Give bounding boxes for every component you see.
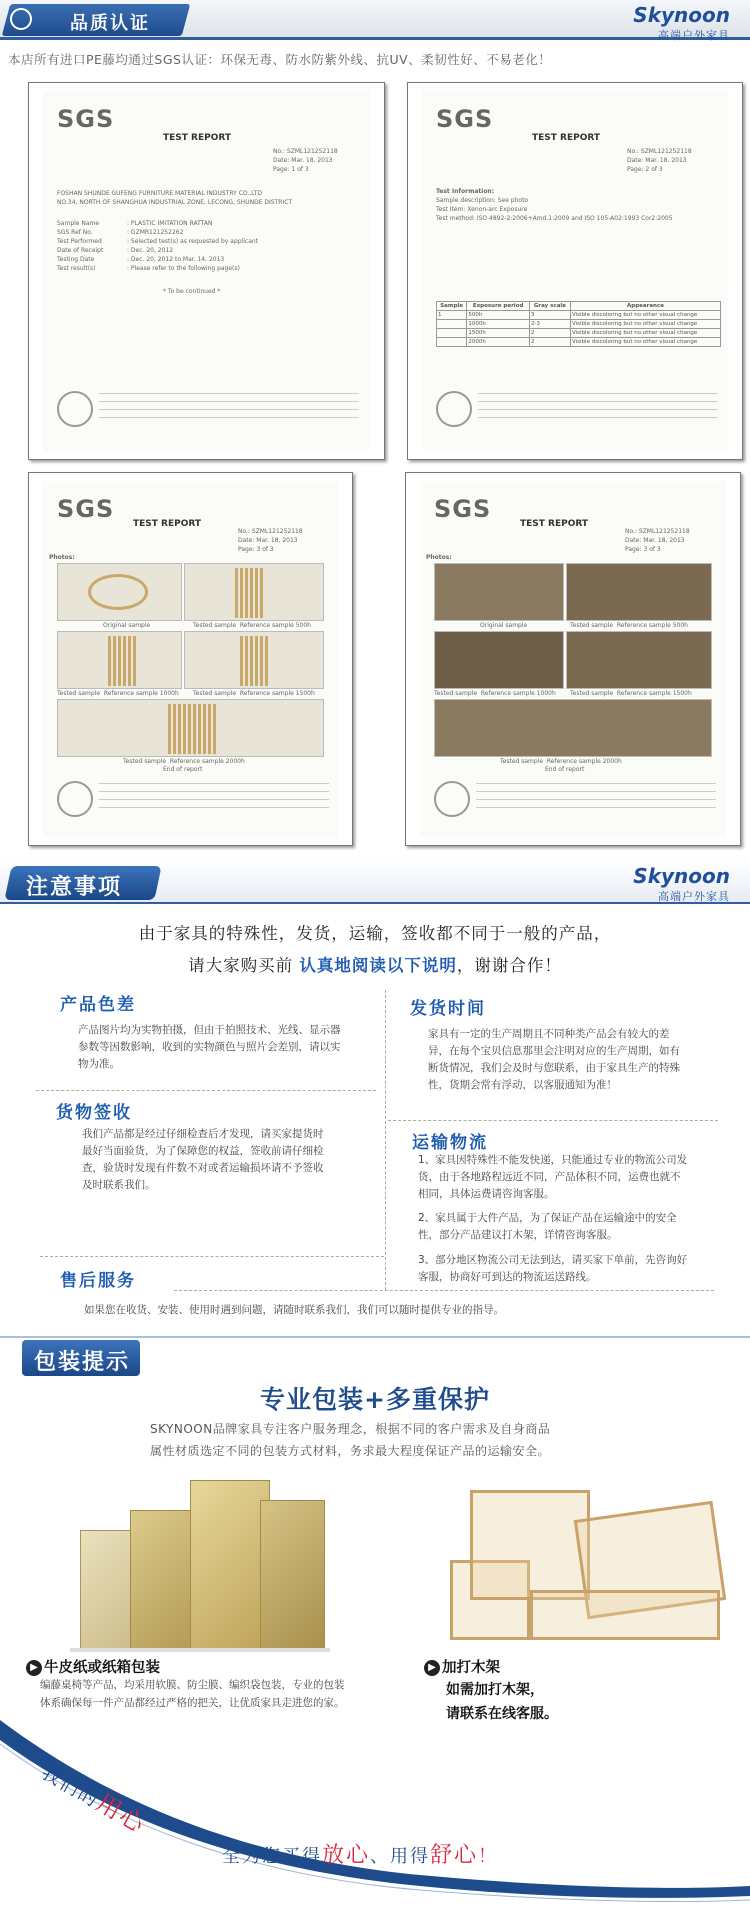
divider-vertical <box>385 990 386 1290</box>
report-continued: * To be continued * <box>163 288 221 295</box>
field-label: Test result(s) <box>57 265 96 272</box>
table-row <box>437 311 721 320</box>
sample-photo <box>566 563 712 621</box>
report-sheet <box>43 91 370 451</box>
color-diff-title: 产品色差 <box>60 995 136 1015</box>
table-row <box>437 320 721 329</box>
results-table <box>436 301 721 347</box>
field-label: Date of Receipt <box>57 247 104 254</box>
brand-logo-cn: 高端户外家具 <box>658 890 730 903</box>
divider-horizontal <box>36 1090 376 1091</box>
left-packing-desc: 编藤桌椅等产品，均采用软膜、防尘膜、编织袋包装，专业的包装 体系确保每一件产品都经过严格的把关，让优质家具走进您的家。 <box>40 1679 345 1709</box>
end-of-report: End of report <box>545 766 585 773</box>
report-sheet <box>43 481 338 837</box>
photo-caption: Tested sample Reference sample 500h <box>570 622 688 629</box>
color-diff-body: 产品图片均为实物拍摄，但由于拍照技术、光线、显示器参数等因数影响，收到的实物颜色与照片会差别，请以实物为准。 <box>78 1024 341 1070</box>
packing-body: SKYNOON品牌家具专注客户服务理念，根据不同的客户需求及自身商品 属性材质选定不同的包装方式材料，务求最大程度保证产品的运输安全。 <box>150 1422 551 1458</box>
table-cell: 2 <box>529 329 570 338</box>
photo-caption: Tested sample Reference sample 2000h <box>500 758 622 765</box>
report-fields <box>57 219 357 273</box>
report-page-4[interactable] <box>405 472 741 846</box>
cardboard-boxes-image <box>70 1470 330 1655</box>
table-row <box>437 329 721 338</box>
report-field-row <box>57 246 357 255</box>
left-packing-label: ▶ 牛皮纸或纸箱包装 <box>26 1656 160 1677</box>
report-field-row <box>57 264 357 273</box>
photo-caption: Tested sample Reference sample 1000h <box>434 690 556 697</box>
section-title: 品质认证 <box>70 13 150 34</box>
table-cell: 500h <box>467 311 530 320</box>
table-cell: 2-3 <box>529 320 570 329</box>
photo-caption: Original sample <box>103 622 151 629</box>
sample-photo <box>434 631 564 689</box>
badge-icon <box>10 8 32 30</box>
brand-logo <box>633 864 730 904</box>
sgs-logo: SGS <box>57 105 115 133</box>
report-meta: No.: SZML121252118 Date: Mar. 18, 2013 Page: 2 of 3 <box>627 148 692 173</box>
packing-title: 专业包装+多重保护 <box>260 1385 490 1414</box>
sample-photo <box>57 699 324 757</box>
table-header-cell: Appearance <box>571 302 721 311</box>
wooden-crate-image <box>440 1470 730 1655</box>
report-meta: No.: SZML121252118 Date: Mar. 18, 2013 Page: 1 of 3 <box>273 148 338 173</box>
report-title: TEST REPORT <box>133 519 202 529</box>
field-label: Sample Name <box>57 220 100 227</box>
report-page-3[interactable] <box>28 472 353 846</box>
sample-photo <box>434 563 564 621</box>
table-cell: 1000h <box>467 320 530 329</box>
right-packing-label: ▶ 加打木架 <box>424 1656 500 1677</box>
receipt-title: 货物签收 <box>56 1103 132 1123</box>
table-cell: Visible discoloring but no other visual change <box>571 311 721 320</box>
report-field-row <box>57 255 357 264</box>
sample-photo <box>566 631 712 689</box>
table-cell: Visible discoloring but no other visual change <box>571 338 721 347</box>
arrow-icon: ▶ <box>26 1660 42 1676</box>
slogan-part-1: 我们的用心 <box>37 1761 151 1839</box>
logistics-item-2: 2、家具属于大件产品，为了保证产品在运输途中的安全性，部分产品建议打木架，详情咨询客服。 <box>418 1212 677 1241</box>
table-cell: 2 <box>529 338 570 347</box>
sgs-stamp-icon <box>57 781 93 817</box>
table-cell: Visible discoloring but no other visual change <box>571 329 721 338</box>
table-row <box>437 338 721 347</box>
table-cell <box>437 320 467 329</box>
photos-label: Photos: <box>426 554 452 561</box>
photo-caption: Tested sample Reference sample 1500h <box>193 690 315 697</box>
field-label: SGS Ref No. <box>57 229 93 236</box>
sgs-logo: SGS <box>57 495 115 523</box>
photos-label: Photos: <box>49 554 75 561</box>
photo-caption: Tested sample Reference sample 2000h <box>123 758 245 765</box>
sample-photo <box>57 563 182 621</box>
divider-horizontal <box>388 1120 718 1121</box>
report-sheet <box>422 91 728 451</box>
arrow-icon: ▶ <box>424 1660 440 1676</box>
report-page-1[interactable] <box>28 82 385 460</box>
field-value: : Dec. 20, 2012 to Mar. 14, 2013 <box>127 256 225 263</box>
report-meta: No.: SZML121252118 Date: Mar. 18, 2013 Page: 3 of 3 <box>625 528 690 553</box>
receipt-body: 我们产品都是经过仔细检查后才发现，请买家提货时最好当面验货，为了保障您的权益，签收前请仔细检查，验货时发现有件数不对或者运输损坏请不予签收及时联系我们。 <box>82 1128 324 1191</box>
footer-lines <box>476 783 716 815</box>
notice-lead-2: 请大家购买前 认真地阅读以下说明，谢谢合作！ <box>188 956 562 975</box>
divider-horizontal <box>174 1290 714 1291</box>
photo-caption: Original sample <box>480 622 528 629</box>
table-header-cell: Exposure period <box>467 302 530 311</box>
intro-text: 本店所有进口PE藤均通过SGS认证：环保无毒、防水防紫外线、抗UV、柔韧性好、不易老化！ <box>8 52 552 67</box>
table-cell <box>437 329 467 338</box>
right-packing-desc: 如需加打木架， 请联系在线客服。 <box>446 1682 558 1722</box>
brand-logo-en: Skynoon <box>633 3 730 27</box>
ship-time-body: 家具有一定的生产周期且不同种类产品会有较大的差异，在每个宝贝信息那里会注明对应的生产周期，如有断货情况，我们会及时与您联系，由于家具生产的特殊性，货期会常有浮动，以客服通知为准！ <box>428 1028 680 1091</box>
sgs-logo: SGS <box>434 495 492 523</box>
table-header-cell: Sample <box>437 302 467 311</box>
report-title: TEST REPORT <box>520 519 589 529</box>
report-test-info: Test Information: Sample description: See photo Test Item: Xenon-arc Exposure Test method: ISO 4892-2:2006+Amd.1:2009 and ISO 105-A02:1993 Cor2:2005 <box>436 188 673 222</box>
table-cell: 1 <box>437 311 467 320</box>
report-title: TEST REPORT <box>532 133 601 143</box>
footer-lines <box>478 393 718 425</box>
report-title: TEST REPORT <box>163 133 232 143</box>
footer-lines <box>99 783 329 815</box>
brand-logo <box>633 3 730 43</box>
report-sheet <box>420 481 726 837</box>
logistics-item-1: 1、家具因特殊性不能发快递，只能通过专业的物流公司发货，由于各地路程远近不同，产品体积不同，运费也就不相同，具体运费请咨询客服。 <box>418 1154 688 1200</box>
report-meta: No.: SZML121252118 Date: Mar. 18, 2013 Page: 3 of 3 <box>238 528 303 553</box>
report-field-row <box>57 237 357 246</box>
sgs-stamp-icon <box>57 391 93 427</box>
end-of-report: End of report <box>163 766 203 773</box>
table-cell: Visible discoloring but no other visual change <box>571 320 721 329</box>
report-page-2[interactable] <box>407 82 743 460</box>
slogan-part-2: 全为您买得放心、用得舒心！ <box>222 1843 499 1868</box>
brand-logo-en: Skynoon <box>633 864 730 888</box>
photo-caption: Tested sample Reference sample 1000h <box>57 690 179 697</box>
ship-time-title: 发货时间 <box>410 999 486 1019</box>
logistics-item-3: 3、部分地区物流公司无法到达，请买家下单前，先咨询好客服，协商好可到达的物流运送路线。 <box>418 1254 688 1283</box>
sgs-stamp-icon <box>434 781 470 817</box>
sgs-logo: SGS <box>436 105 494 133</box>
table-cell <box>437 338 467 347</box>
field-value: : PLASTIC IMITATION RATTAN <box>127 220 213 227</box>
field-label: Test Performed <box>57 238 102 245</box>
table-cell: 1500h <box>467 329 530 338</box>
photo-caption: Tested sample Reference sample 500h <box>193 622 311 629</box>
packing-divider <box>0 1336 750 1338</box>
report-field-row <box>57 219 357 228</box>
photo-caption: Tested sample Reference sample 1500h <box>570 690 692 697</box>
notice-lead-1: 由于家具的特殊性，发货，运输，签收都不同于一般的产品， <box>138 924 612 943</box>
field-value: : GZMR121252262 <box>127 229 184 236</box>
divider-horizontal <box>40 1256 384 1257</box>
table-header-cell: Gray scale <box>529 302 570 311</box>
logistics-title: 运输物流 <box>412 1133 488 1153</box>
table-cell: 2000h <box>467 338 530 347</box>
packing-tab-title: 包装提示 <box>34 1350 131 1375</box>
report-company: FOSHAN SHUNDE GUFENG FURNITURE MATERIAL INDUSTRY CO.,LTD NO.34, NORTH OF SHANGHUA INDUSTRIAL ZONE, LECONG, SHUNDE DISTRICT <box>57 190 293 206</box>
field-value: : Please refer to the following page(s) <box>127 265 240 272</box>
footer-lines <box>99 393 359 425</box>
sample-photo <box>184 631 324 689</box>
sample-photo <box>434 699 712 757</box>
field-value: : Selected test(s) as requested by applicant <box>127 238 259 245</box>
sample-photo <box>184 563 324 621</box>
field-label: Testing Date <box>57 256 95 263</box>
table-cell: 3 <box>529 311 570 320</box>
after-sales-body: 如果您在收货、安装、使用时遇到问题，请随时联系我们，我们可以随时提供专业的指导。 <box>84 1304 504 1316</box>
sgs-stamp-icon <box>436 391 472 427</box>
brand-logo-cn: 高端户外家具 <box>658 29 730 42</box>
table-header-row <box>437 302 721 311</box>
sample-photo <box>57 631 182 689</box>
report-field-row <box>57 228 357 237</box>
after-sales-title: 售后服务 <box>60 1271 136 1291</box>
field-value: : Dec. 20, 2012 <box>127 247 174 254</box>
notice-tab-title: 注意事项 <box>26 875 123 900</box>
